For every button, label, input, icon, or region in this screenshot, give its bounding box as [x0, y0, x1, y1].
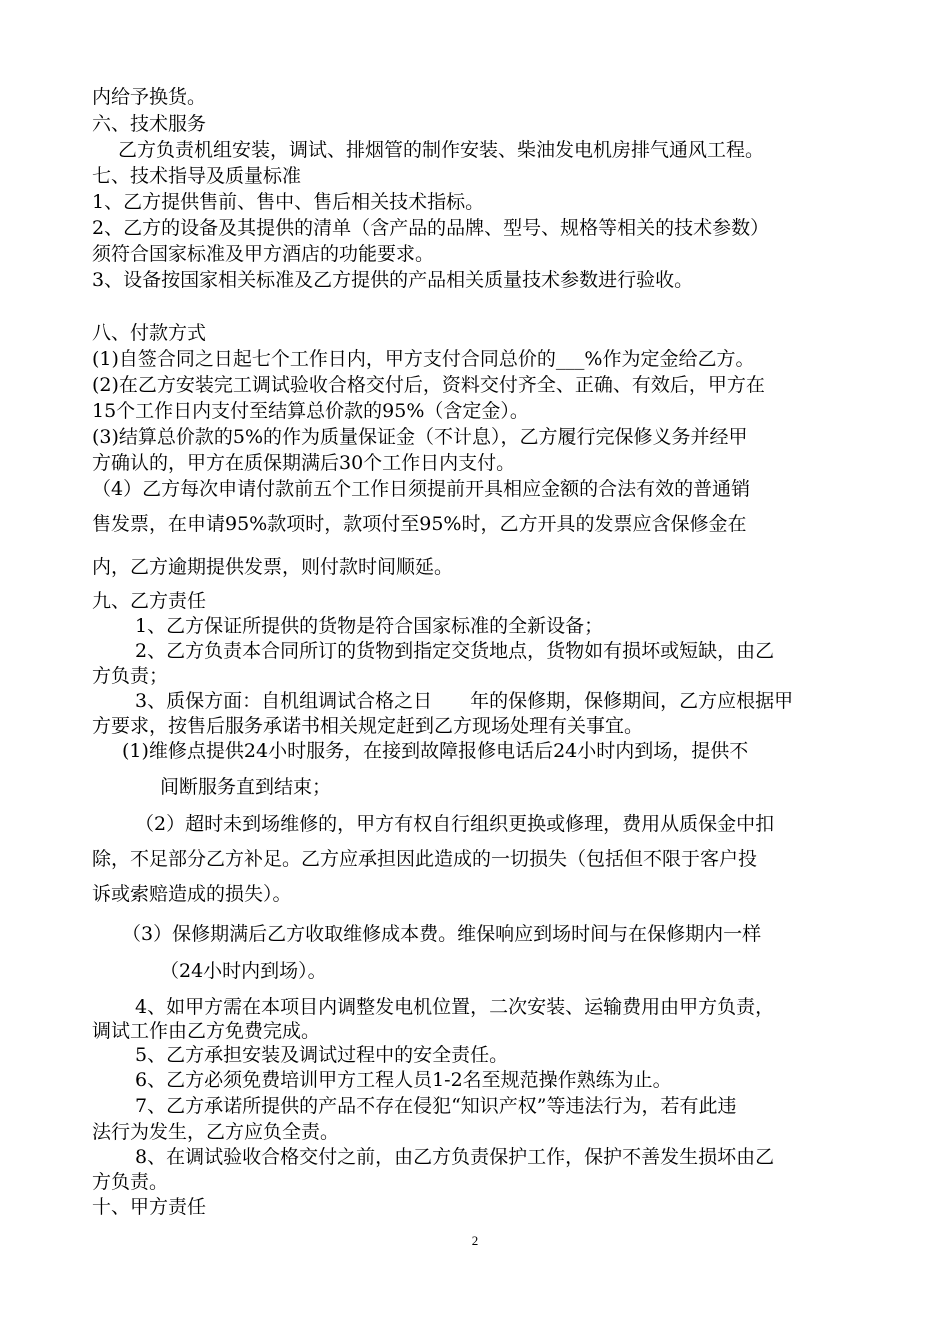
text-line: 内，乙方逾期提供发票，则付款时间顺延。	[92, 556, 454, 578]
section-heading: 九、乙方责任	[92, 590, 207, 612]
text-line: 方要求，按售后服务承诺书相关规定赶到乙方现场处理有关事宜。	[92, 715, 644, 737]
text-line: 方负责；	[92, 665, 169, 687]
text-line: 须符合国家标准及甲方酒店的功能要求。	[92, 243, 435, 265]
text-line: 法行为发生，乙方应负全责。	[92, 1121, 340, 1143]
text-line: 售发票，在申请95%款项时，款项付至95%时，乙方开具的发票应含保修金在	[92, 513, 747, 535]
text-line: 方确认的，甲方在质保期满后30个工作日内支付。	[92, 452, 516, 474]
text-line: 2、乙方负责本合同所订的货物到指定交货地点，货物如有损坏或短缺，由乙	[135, 640, 775, 662]
text-line: 调试工作由乙方免费完成。	[92, 1020, 321, 1042]
text-line: 内给予换货。	[92, 86, 207, 108]
text-line: 1、乙方保证所提供的货物是符合国家标准的全新设备；	[135, 615, 604, 637]
text-line: (1)自签合同之日起七个工作日内，甲方支付合同总价的___%作为定金给乙方。	[92, 348, 755, 370]
text-line: (1)维修点提供24小时服务，在接到故障报修电话后24小时内到场，提供不	[122, 740, 749, 762]
text-line: 1、乙方提供售前、售中、售后相关技术指标。	[92, 191, 485, 213]
text-line: (2)在乙方安装完工调试验收合格交付后，资料交付齐全、正确、有效后，甲方在	[92, 374, 765, 396]
text-line: （2）超时未到场维修的，甲方有权自行组织更换或修理，费用从质保金中扣	[135, 813, 775, 835]
text-line: 3、质保方面：自机组调试合格之日 年的保修期，保修期间，乙方应根据甲	[135, 690, 794, 712]
text-line: (3)结算总价款的5%的作为质量保证金（不计息），乙方履行完保修义务并经甲	[92, 426, 748, 448]
section-heading: 六、技术服务	[92, 113, 207, 135]
text-line: （3）保修期满后乙方收取维修成本费。维保响应到场时间与在保修期内一样	[122, 923, 762, 945]
text-line: 15个工作日内支付至结算总价款的95%（含定金）。	[92, 400, 529, 422]
text-line: 除，不足部分乙方补足。乙方应承担因此造成的一切损失（包括但不限于客户投	[92, 848, 758, 870]
section-heading: 十、甲方责任	[92, 1196, 207, 1218]
text-line: 乙方负责机组安装，调试、排烟管的制作安装、柴油发电机房排气通风工程。	[118, 139, 765, 161]
text-line: （24小时内到场）。	[160, 960, 327, 982]
text-line: 7、乙方承诺所提供的产品不存在侵犯“知识产权”等违法行为，若有此违	[135, 1095, 737, 1117]
text-line: 3、设备按国家相关标准及乙方提供的产品相关质量技术参数进行验收。	[92, 269, 694, 291]
text-line: （4）乙方每次申请付款前五个工作日须提前开具相应金额的合法有效的普通销	[92, 478, 751, 500]
text-line: 6、乙方必须免费培训甲方工程人员1-2名至规范操作熟练为止。	[135, 1069, 672, 1091]
section-heading: 七、技术指导及质量标准	[92, 165, 302, 187]
text-line: 诉或索赔造成的损失）。	[92, 883, 292, 905]
text-line: 2、乙方的设备及其提供的清单（含产品的品牌、型号、规格等相关的技术参数）	[92, 217, 770, 239]
text-line: 4、如甲方需在本项目内调整发电机位置，二次安装、运输费用由甲方负责，	[135, 996, 775, 1018]
section-heading: 八、付款方式	[92, 322, 207, 344]
page-number: 2	[471, 1233, 479, 1248]
text-line: 间断服务直到结束；	[160, 776, 332, 798]
text-line: 方负责。	[92, 1171, 169, 1193]
text-line: 5、乙方承担安装及调试过程中的安全责任。	[135, 1044, 509, 1066]
text-line: 8、在调试验收合格交付之前，由乙方负责保护工作，保护不善发生损坏由乙	[135, 1146, 775, 1168]
